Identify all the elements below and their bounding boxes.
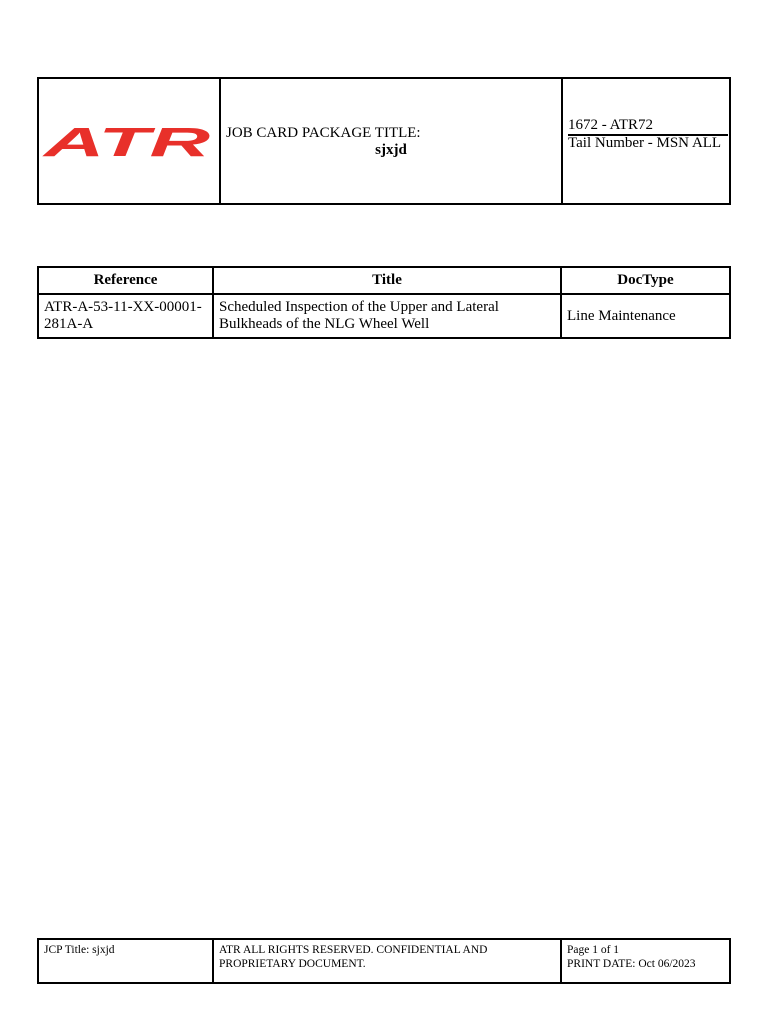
aircraft-model: 1672 - ATR72 [568,116,728,136]
reference-cell: ATR-A-53-11-XX-00001-281A-A [38,294,213,338]
footer-print-date: PRINT DATE: Oct 06/2023 [567,958,696,970]
package-title-label: JOB CARD PACKAGE TITLE: [226,125,421,141]
column-header-reference: Reference [38,267,213,294]
doctype-cell: Line Maintenance [561,294,730,338]
footer-jcp-title: JCP Title: sjxjd [38,939,213,983]
aircraft-info-cell [563,79,729,203]
footer-row [38,939,730,983]
job-card-table [37,266,731,339]
package-title-value: sjxjd [375,142,407,158]
title-cell: Scheduled Inspection of the Upper and Lateral Bulkheads of the NLG Wheel Well [213,294,561,338]
tail-number: Tail Number - MSN ALL [568,135,722,151]
column-header-doctype: DocType [561,267,730,294]
footer-page-info [561,939,730,983]
atr-logo [42,124,214,160]
logo-cell [39,79,221,203]
column-header-title: Title [213,267,561,294]
page-footer [37,938,731,984]
header-box [37,77,731,205]
footer-page-number: Page 1 of 1 [567,944,620,956]
table-row [38,294,730,338]
logo-text: ATR [42,124,211,160]
table-header-row [38,267,730,294]
package-title-cell [221,79,563,203]
footer-rights: ATR ALL RIGHTS RESERVED. CONFIDENTIAL AND PROPRIETARY DOCUMENT. [213,939,561,983]
